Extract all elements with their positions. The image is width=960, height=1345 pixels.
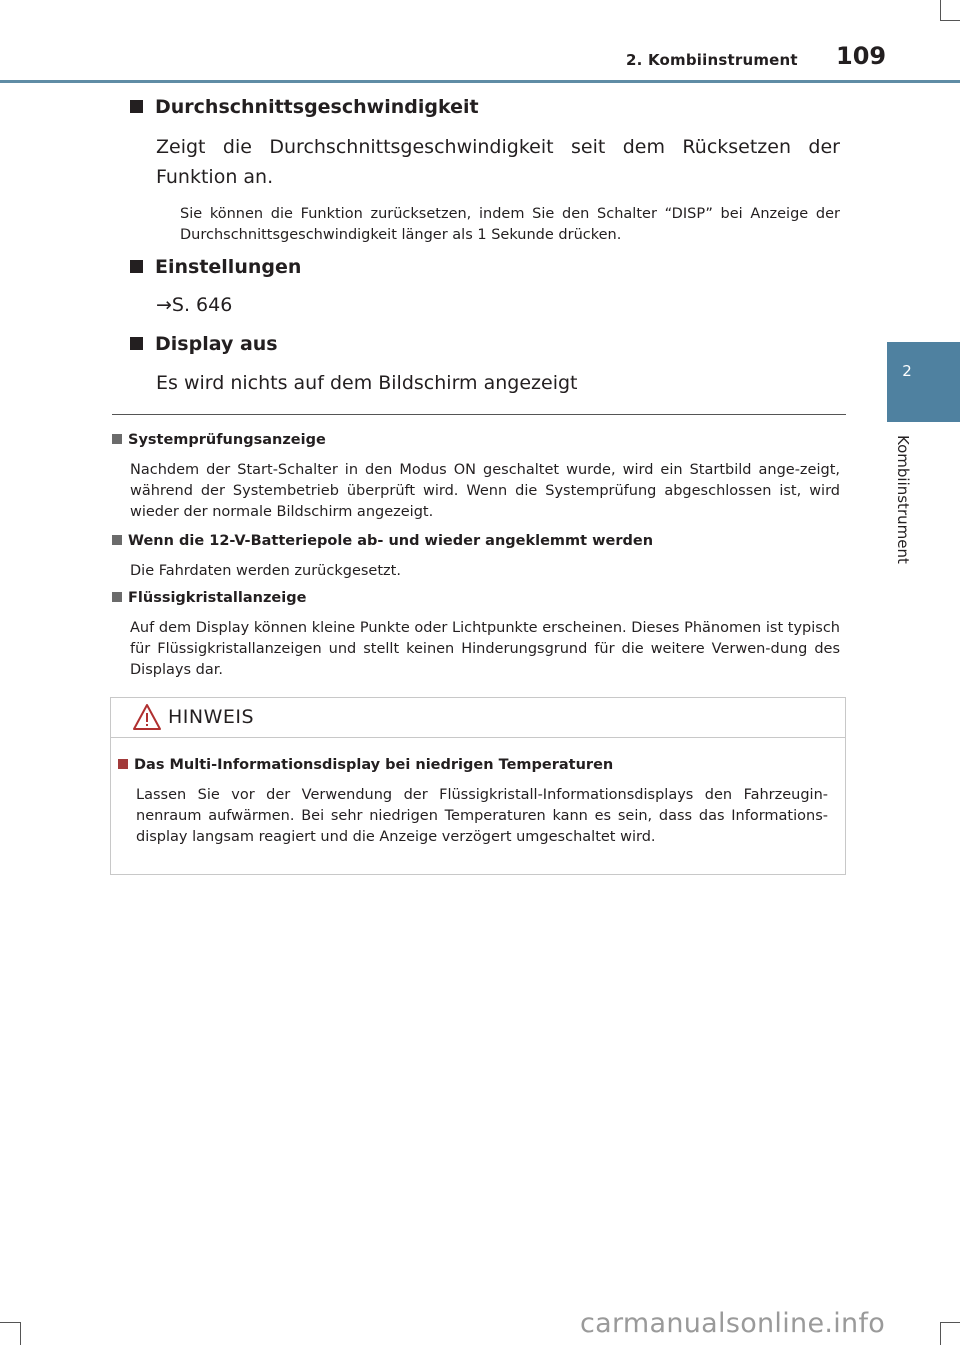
notice-body: Lassen Sie vor der Verwendung der Flüssigkristall-Informationsdisplays den Fahrzeugin-nenraum aufwärmen. Bei sehr niedrigen Temperaturen kann es sein, dass das Informations-display langsam reagiert und die Anzeige verzögert umgeschaltet wird. — [136, 787, 828, 845]
info-body-battery: Die Fahrdaten werden zurückgesetzt. — [130, 563, 401, 579]
square-bullet-icon — [130, 337, 143, 350]
chapter-title: 2. Kombiinstrument — [626, 51, 798, 69]
chapter-side-number: 2 — [902, 362, 912, 380]
square-bullet-icon — [112, 434, 122, 444]
section-body-display-off: Es wird nichts auf dem Bildschirm angezeigt — [156, 372, 578, 394]
square-bullet-icon — [118, 759, 128, 769]
info-body-system-check: Nachdem der Start-Schalter in den Modus ON geschaltet wurde, wird ein Startbild ange-zeigt, während der Systembetrieb überprüft wird. Wenn die Systemprüfung abgeschlossen ist, wird wieder der normale Bildschirm angezeigt. — [130, 462, 840, 520]
header-rule — [0, 80, 960, 83]
crop-mark — [940, 0, 941, 20]
chapter-side-label-text: Kombiinstrument — [894, 435, 912, 564]
section-body-avg-speed: Zeigt die Durchschnittsgeschwindigkeit seit dem Rücksetzen der Funktion an. — [156, 136, 840, 188]
section-divider — [112, 414, 846, 415]
square-bullet-icon — [130, 100, 143, 113]
square-bullet-icon — [112, 535, 122, 545]
info-heading-system-check: Systemprüfungsanzeige — [112, 432, 326, 448]
info-body-lcd: Auf dem Display können kleine Punkte oder Lichtpunkte erscheinen. Dieses Phänomen ist typisch für Flüssigkristallanzeigen und stellt keinen Hinderungsgrund für die weitere Verwen-dung des Displays dar. — [130, 620, 840, 678]
section-heading-display-off: Display aus — [130, 333, 278, 355]
crop-mark — [20, 1322, 21, 1345]
crop-mark — [940, 20, 960, 21]
page-reference-link[interactable]: →S. 646 — [156, 294, 233, 316]
chapter-side-label — [894, 435, 914, 575]
crop-mark — [940, 1322, 960, 1323]
watermark-text: carmanualsonline.info — [580, 1308, 886, 1339]
section-note-avg-speed: Sie können die Funktion zurücksetzen, indem Sie den Schalter “DISP” bei Anzeige der Durchschnittsgeschwindigkeit länger als 1 Sekunde drücken. — [180, 206, 840, 243]
notice-title: HINWEIS — [168, 706, 255, 728]
section-heading-settings: Einstellungen — [130, 256, 301, 278]
info-heading-battery: Wenn die 12-V-Batteriepole ab- und wieder angeklemmt werden — [112, 533, 653, 549]
warning-triangle-icon — [132, 703, 162, 731]
notice-heading: Das Multi-Informationsdisplay bei niedrigen Temperaturen — [118, 757, 613, 773]
section-heading-avg-speed: Durchschnittsgeschwindigkeit — [130, 96, 479, 118]
page-number: 109 — [836, 42, 887, 70]
chapter-side-tab — [887, 342, 960, 422]
crop-mark — [940, 1322, 941, 1345]
square-bullet-icon — [112, 592, 122, 602]
info-heading-lcd: Flüssigkristallanzeige — [112, 590, 306, 606]
crop-mark — [0, 1322, 20, 1323]
square-bullet-icon — [130, 260, 143, 273]
